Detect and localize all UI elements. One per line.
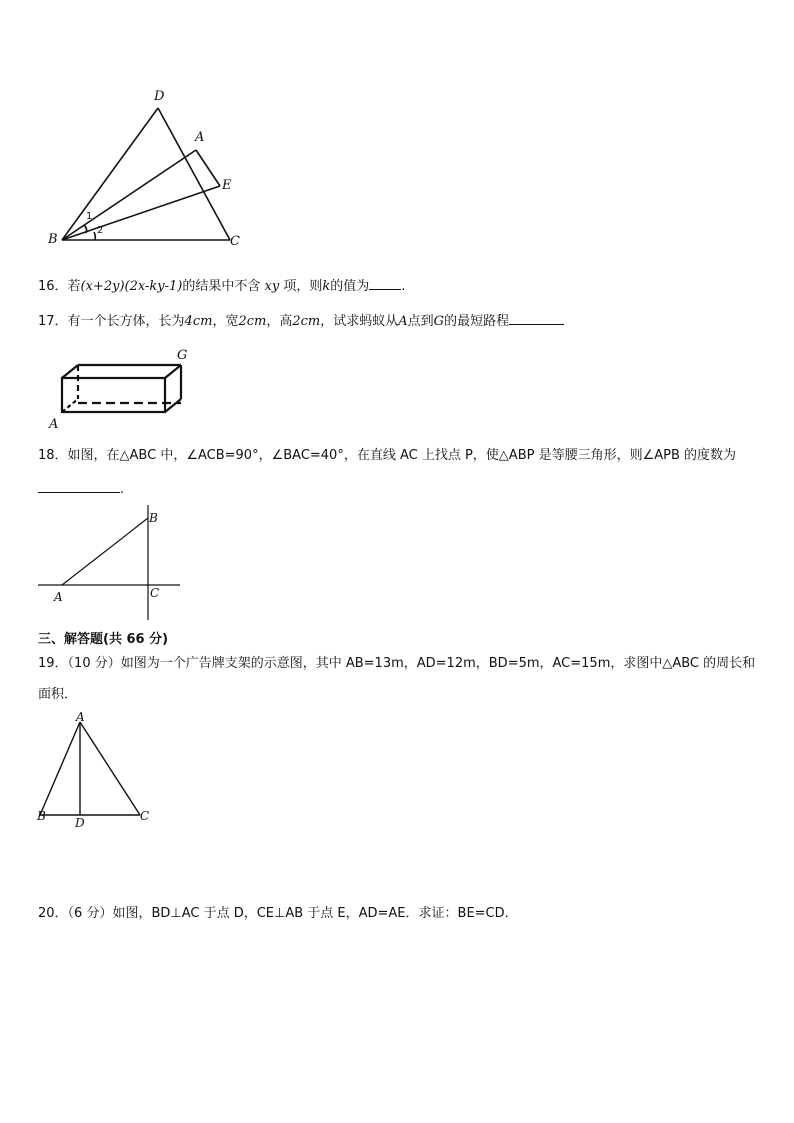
segment-ba xyxy=(62,150,196,240)
q19-label-a: A xyxy=(76,710,85,724)
segment-ab xyxy=(62,518,148,585)
answer-blank-18[interactable] xyxy=(38,480,120,493)
segment-ae xyxy=(196,150,220,186)
q18-label-a: A xyxy=(54,590,63,604)
question-20: 20．（6 分）如图，BD⊥AC 于点 D，CE⊥AB 于点 E，AD=AE．求证：BE=CD． xyxy=(38,906,518,921)
answer-blank-17[interactable] xyxy=(509,312,564,325)
q18-label-b: B xyxy=(149,511,158,525)
angle-label-2: 2 xyxy=(97,225,104,236)
label-a: A xyxy=(195,130,205,145)
question-18-blank-line: . xyxy=(38,480,124,499)
cuboid-top-right xyxy=(165,365,181,378)
cuboid-bottom-right xyxy=(165,399,181,412)
q19-side-ab xyxy=(40,722,80,815)
segment-bd xyxy=(62,108,158,240)
cuboid-top-left xyxy=(62,365,78,378)
angle-arc-1 xyxy=(84,225,87,233)
question-17: 17．有一个长方体，长为4cm，宽2cm，高2cm，试求蚂蚁从A点到G的最短路程 xyxy=(38,312,564,331)
label-c: C xyxy=(230,234,240,249)
cuboid-label-a: A xyxy=(49,417,59,432)
cuboid-hidden-diag xyxy=(62,399,78,412)
angle-arc-2 xyxy=(94,232,95,240)
segment-dc xyxy=(158,108,230,240)
question-19-line2: 面积． xyxy=(38,687,78,702)
question-19-line1: 19．（10 分）如图为一个广告牌支架的示意图，其中 AB=13m，AD=12m，BD=5m，AC=15m，求图中△ABC 的周长和 xyxy=(38,656,756,671)
q19-side-ac xyxy=(80,722,140,815)
angle-label-1: 1 xyxy=(86,211,93,222)
cuboid-front xyxy=(62,378,165,412)
answer-blank-16[interactable] xyxy=(369,277,401,290)
question-18: 18．如图，在△ABC 中，∠ACB=90°，∠BAC=40°，在直线 AC 上找点 P，使△ABP 是等腰三角形，则∠APB 的度数为 xyxy=(38,448,737,463)
label-d: D xyxy=(154,89,165,104)
q19-label-c: C xyxy=(140,809,150,823)
question-16: 16．若(x+2y)(2x-ky-1)的结果中不含 xy 项，则k的值为 . xyxy=(38,279,406,294)
label-e: E xyxy=(222,178,232,193)
q19-label-d: D xyxy=(75,816,85,830)
cuboid-label-g: G xyxy=(177,348,188,363)
section-3-title: 三、解答题(共 66 分) xyxy=(38,632,169,647)
q18-label-c: C xyxy=(150,586,160,600)
label-b: B xyxy=(48,232,58,247)
q19-label-b: B xyxy=(37,809,46,823)
